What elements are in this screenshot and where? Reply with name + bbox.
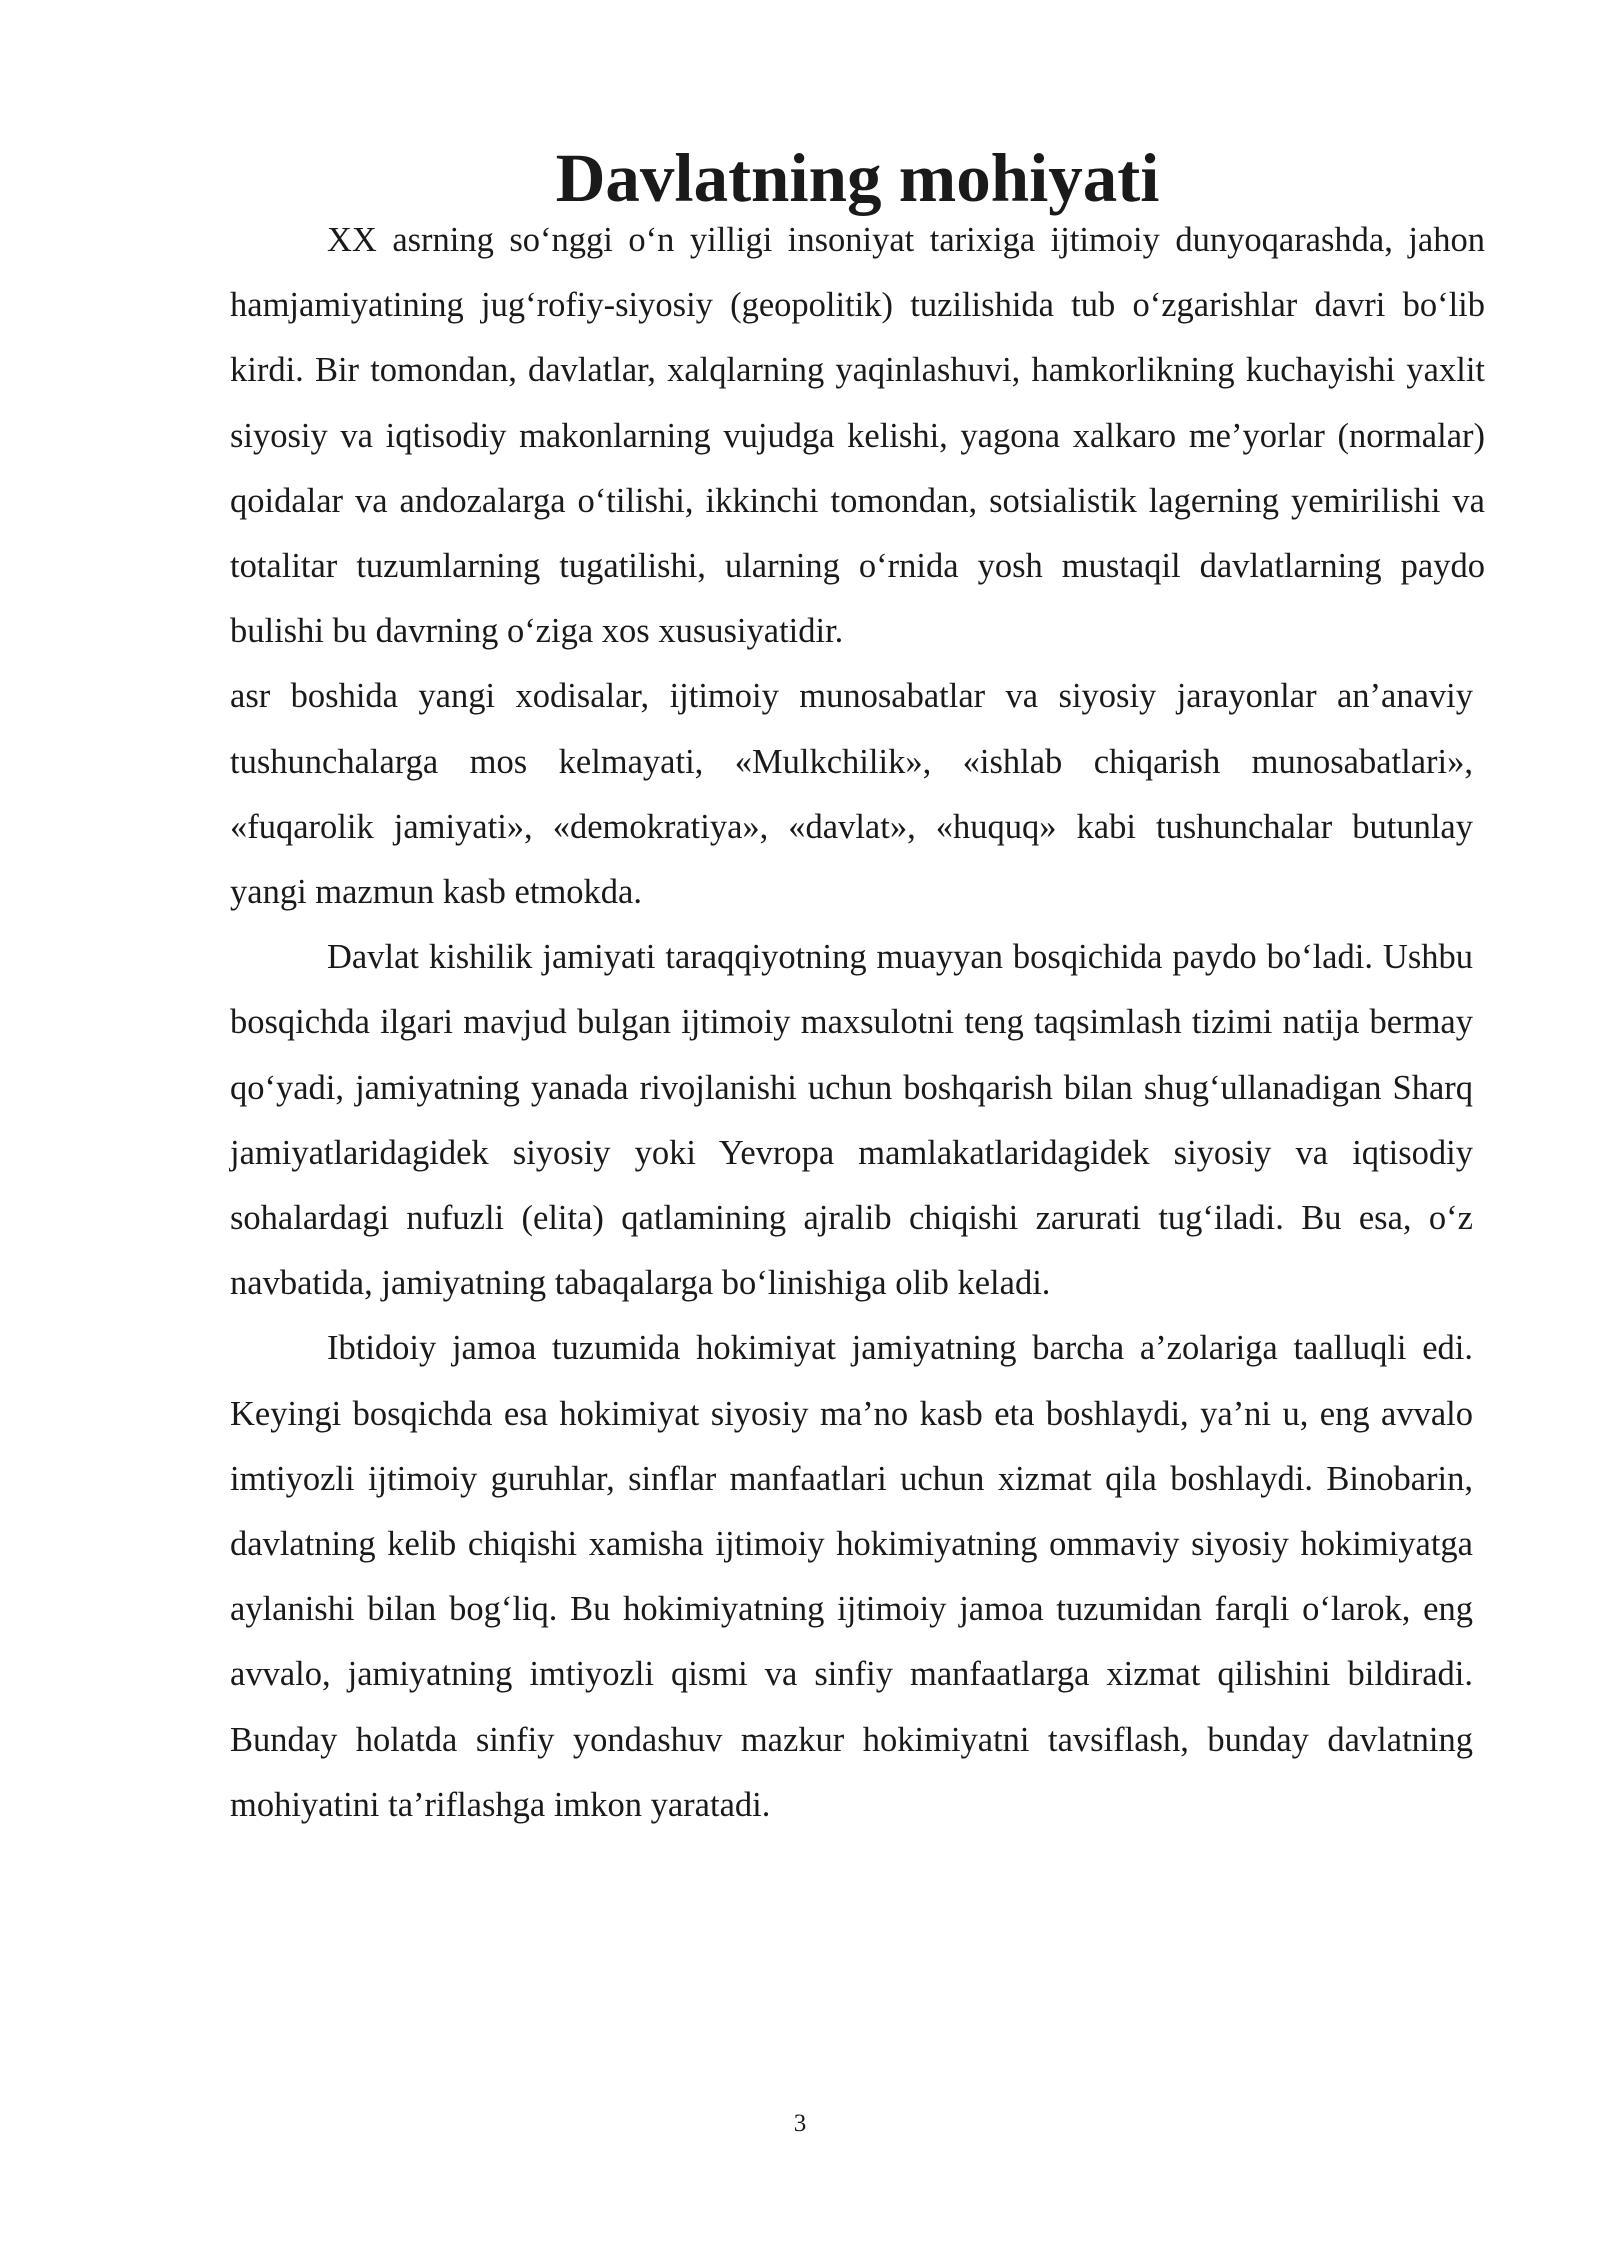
paragraph-4: Ibtidoiy jamoa tuzumida hokimiyat jamiyatning barcha a’zolariga taalluqli edi. Keyingi bosqichda esa hokimiyat siyosiy ma’no kasb eta boshlaydi, ya’ni u, eng avvalo imtiyozli ijtimoiy guruhlar, sinflar manfaatlari uchun xizmat qila boshlaydi. Binobarin, davlatning kelib chiqishi xamisha ijtimoiy hokimiyatning ommaviy siyosiy hokimiyatga aylanishi bilan bog‘liq. Bu hokimiyatning ijtimoiy jamoa tuzumidan farqli o‘larok, eng avvalo, jamiyatning imtiyozli qismi va sinfiy manfaatlarga xizmat qilishini bildiradi. Bunday holatda sinfiy yondashuv mazkur hokimiyatni tavsiflash, bunday davlatning mohiyatini ta’riflashga imkon yaratadi. [230, 1329, 1473, 1824]
paragraph-1: XX asrning so‘nggi o‘n yilligi insoniyat tarixiga ijtimoiy dunyoqarashda, jahon hamjamiyatining jug‘rofiy-siyosiy (geopolitik) tuzilishida tub o‘zgarishlar davri bo‘lib kirdi. Bir tomondan, davlatlar, xalqlarning yaqinlashuvi, hamkorlikning kuchayishi yaxlit siyosiy va iqtisodiy makonlarning vujudga kelishi, yagona xalkaro me’yorlar (normalar) qoidalar va andozalarga o‘tilishi, ikkinchi tomondan, sotsialistik lagerning yemirilishi va totalitar tuzumlarning tugatilishi, ularning o‘rnida yosh mustaqil davlatlarning paydo bulishi bu davrning o‘ziga xos xususiyatidir. [230, 221, 1485, 651]
document-page [230, 140, 1485, 1838]
page-number: 3 [793, 2110, 807, 2137]
paragraph-2: asr boshida yangi xodisalar, ijtimoiy munosabatlar va siyosiy jarayonlar an’anaviy tushunchalarga mos kelmayati, «Mulkchilik», «ishlab chiqarish munosabatlari», «fuqarolik jamiyati», «demokratiya», «davlat», «huquq» kabi tushunchalar butunlay yangi mazmun kasb etmokda. [230, 677, 1473, 912]
paragraph-3: Davlat kishilik jamiyati taraqqiyotning muayyan bosqichida paydo bo‘ladi. Ushbu bosqichda ilgari mavjud bulgan ijtimoiy maxsulotni teng taqsimlash tizimi natija bermay qo‘yadi, jamiyatning yanada rivojlanishi uchun boshqarish bilan shug‘ullanadigan Sharq jamiyatlaridagidek siyosiy yoki Yevropa mamlakatlaridagidek siyosiy va iqtisodiy sohalardagi nufuzli (elita) qatlamining ajralib chiqishi zarurati tug‘iladi. Bu esa, o‘z navbatida, jamiyatning tabaqalarga bo‘linishiga olib keladi. [230, 938, 1473, 1303]
page-title: Davlatning mohiyati [555, 140, 1160, 216]
